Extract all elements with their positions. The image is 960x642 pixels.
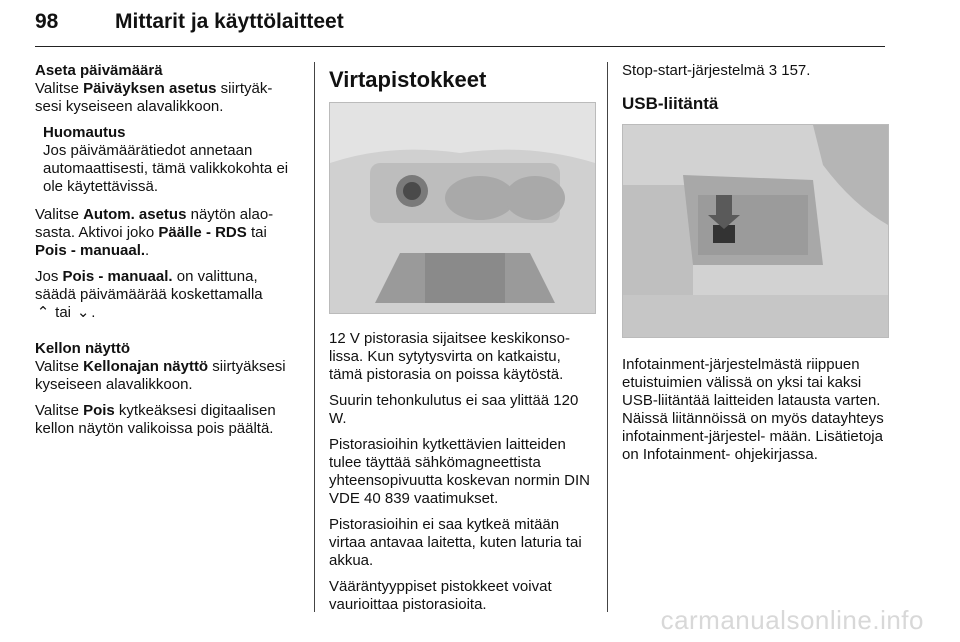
paragraph-max-power: Suurin tehonkulutus ei saa ylittää 120 W.	[329, 392, 579, 427]
note-block	[43, 124, 300, 196]
usb-heading: USB-liitäntä	[622, 94, 719, 113]
watermark: carmanualsonline.info	[660, 605, 924, 635]
paragraph-manual: Jos Pois - manuaal. on valittuna, säädä päivämäärää koskettamalla ⌃ tai ⌄ .	[35, 268, 263, 321]
page-header	[35, 6, 885, 47]
paragraph-auto-set: Valitse Autom. asetus näytön alao- sasta. Aktivoi joko Päälle - RDS tai Pois - manuaal..	[35, 206, 274, 259]
chevron-down-icon: ⌄	[76, 304, 90, 321]
chevron-up-icon: ⌃	[36, 304, 50, 321]
note-title: Huomautus	[43, 124, 126, 141]
set-date-heading: Aseta päivämäärä	[35, 62, 163, 79]
paragraph-clock: Valitse Kellonajan näyttö siirtyäksesi kyseiseen alavalikkoon.	[35, 358, 286, 393]
paragraph-usb: Infotainment-järjestelmästä riippuen etuistuimien välissä on yksi tai kaksi USB-liitäntää laitteiden latausta varten. Näissä liitännöissä on myös datayhteys infotainment-järjestel- mään. Lisätietoja on Infotainment- ohjekirjassa.	[622, 356, 884, 463]
usb-port-photo	[622, 124, 889, 338]
column-2	[329, 62, 594, 622]
page-reference-icon: 3	[768, 62, 778, 79]
note-text: Jos päivämäärätiedot annetaan automaattisesti, tämä valikkokohta ei ole käytettävissä.	[43, 142, 289, 195]
page-title: Mittarit ja käyttölaitteet	[115, 10, 344, 33]
power-outlet-photo	[329, 102, 596, 314]
paragraph-wrong-plugs: Vääräntyyppiset pistokkeet voivat vaurioittaa pistorasioita.	[329, 578, 552, 613]
column-3	[622, 62, 887, 472]
paragraph-set-date: Valitse Päiväyksen asetus siirtyäk- sesi kyseiseen alavalikkoon.	[35, 80, 273, 115]
paragraph-clock-off: Valitse Pois kytkeäksesi digitaalisen kellon näytön valikoissa pois päältä.	[35, 402, 276, 437]
clock-heading: Kellon näyttö	[35, 340, 131, 357]
column-divider	[314, 62, 315, 612]
power-outlets-heading: Virtapistokkeet	[329, 67, 487, 92]
column-1	[35, 62, 300, 446]
paragraph-no-charger: Pistorasioihin ei saa kytkeä mitään virtaa antavaa laitetta, kuten laturia tai akkua.	[329, 516, 582, 569]
paragraph-emc: Pistorasioihin kytkettävien laitteiden tulee täyttää sähkömagneettista yhteensopivuutta koskevan normin DIN VDE 40 839 vaatimukset.	[329, 436, 590, 507]
page-number: 98	[35, 10, 59, 33]
paragraph-outlet-location: 12 V pistorasia sijaitsee keskikonso- lissa. Kun sytytysvirta on katkaistu, tämä pistorasia on poissa käytöstä.	[329, 330, 570, 383]
stop-start-reference: Stop-start-järjestelmä 3 157.	[622, 62, 811, 79]
column-divider	[607, 62, 608, 612]
menu-term: Päiväyksen asetus	[83, 80, 217, 97]
